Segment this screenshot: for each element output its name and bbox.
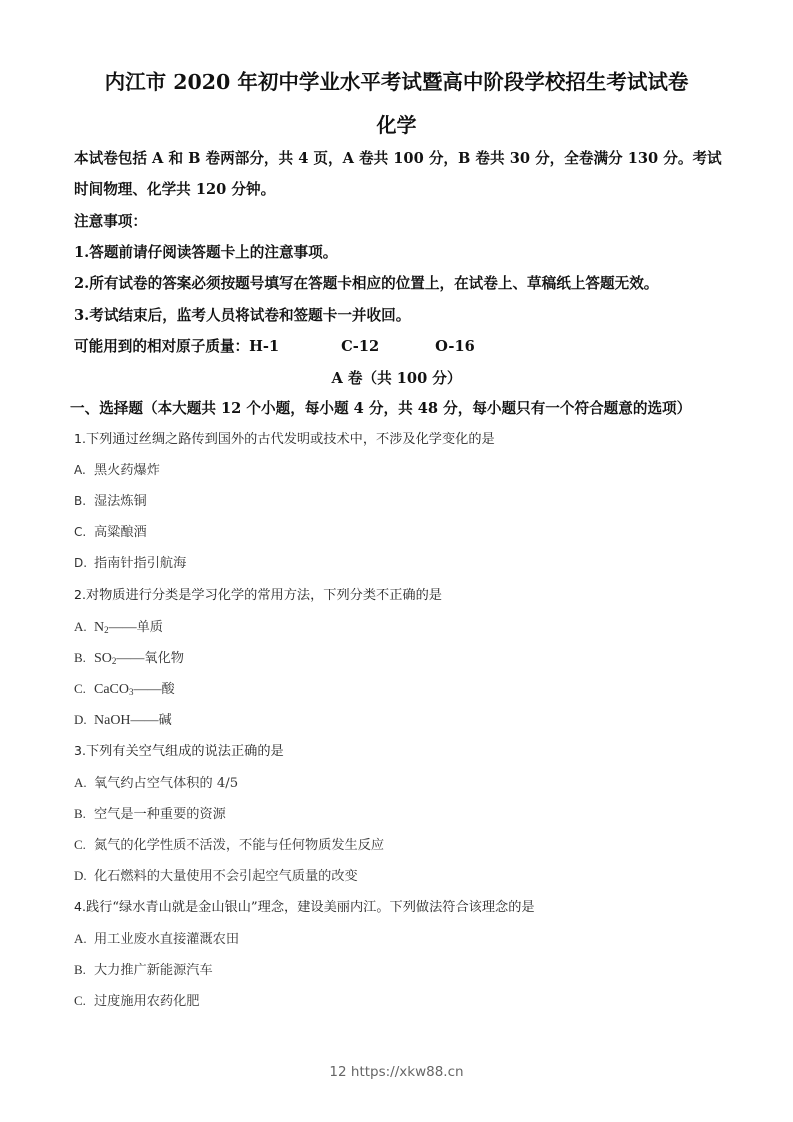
question-number: 3. [74, 743, 86, 758]
option-text: 氮气的化学性质不活泼，不能与任何物质发生反应 [94, 838, 385, 853]
formula-base: NaOH [94, 713, 131, 728]
question-4-option-b [74, 963, 213, 977]
option-text: 氧化物 [144, 651, 184, 666]
formula-subscript: 2 [111, 656, 117, 666]
option-text: 化石燃料的大量使用不会引起空气质量的改变 [94, 869, 358, 884]
question-number: 1. [74, 431, 86, 446]
formula-dash: —— [130, 713, 159, 728]
question-2-option-c [74, 682, 175, 697]
option-letter: B. [74, 962, 86, 977]
option-text: 碱 [158, 713, 172, 728]
question-4-stem [74, 901, 535, 914]
question-4-option-c [74, 994, 200, 1008]
question-text: 践行“绿水青山就是金山银山”理念，建设美丽内江。下列做法符合该理念的是 [85, 900, 535, 915]
intro-line-2: 时间物理、化学共 120 分钟。 [74, 181, 276, 198]
question-3-option-d [74, 869, 358, 883]
option-text: 用工业废水直接灌溉农田 [94, 932, 240, 947]
question-4-option-a [74, 932, 239, 946]
option-text: 空气是一种重要的资源 [94, 807, 226, 822]
question-2-option-b [74, 651, 184, 666]
question-1-stem [74, 433, 495, 446]
chemical-formula [94, 620, 137, 635]
option-text: 酸 [161, 682, 175, 697]
intro-line-1: 本试卷包括 A 和 B 卷两部分，共 4 页，A 卷共 100 分，B 卷共 30 分，全卷满分 130 分。考试 [74, 150, 722, 167]
question-3-option-b [74, 807, 226, 821]
option-letter: C. [74, 837, 86, 852]
question-2-stem [74, 589, 442, 602]
option-text: 湿法炼铜 [94, 494, 147, 509]
option-letter: A. [74, 775, 87, 790]
formula-base: N [94, 620, 105, 635]
question-number: 4. [74, 899, 86, 914]
question-2-option-a [74, 620, 163, 635]
question-3-option-a [74, 776, 238, 790]
question-3-option-c [74, 838, 384, 852]
chemical-formula [94, 651, 144, 666]
question-1-option-b [74, 495, 147, 508]
question-2-option-d [74, 713, 172, 728]
option-letter: B. [74, 494, 87, 508]
option-letter: B. [74, 806, 86, 821]
question-1-option-c [74, 526, 147, 539]
chemical-formula [94, 682, 162, 697]
option-text: 大力推广新能源汽车 [94, 963, 213, 978]
option-text: 过度施用农药化肥 [94, 994, 200, 1009]
question-text: 下列通过丝绸之路传到国外的古代发明或技术中，不涉及化学变化的是 [85, 432, 495, 447]
subject-title: 化学 [376, 113, 417, 137]
option-letter: D. [74, 556, 88, 570]
option-text: 氧气约占空气体积的 4/5 [94, 776, 239, 791]
note-item: 3.考试结束后，监考人员将试卷和签题卡一并收回。 [74, 307, 411, 324]
part1-heading: 一、选择题（本大题共 12 个小题，每小题 4 分，共 48 分，每小题只有一个符合题意的选项） [70, 400, 692, 417]
formula-subscript: 3 [129, 687, 134, 697]
exam-title: 内江市 2020 年初中学业水平考试暨高中阶段学校招生考试试卷 [104, 70, 689, 94]
option-letter: D. [74, 712, 87, 727]
option-letter: C. [74, 525, 87, 539]
page-footer: 12 https://xkw88.cn [329, 1064, 464, 1080]
option-letter: C. [74, 993, 86, 1008]
note-item: 2.所有试卷的答案必须按题号填写在答题卡相应的位置上，在试卷上、草稿纸上答题无效。 [74, 275, 659, 292]
option-text: 高粱酿酒 [94, 525, 147, 540]
option-letter: D. [74, 868, 87, 883]
atomic-mass-line [74, 340, 475, 355]
formula-base: CaCO [94, 682, 129, 697]
question-text: 下列有关空气组成的说法正确的是 [85, 744, 284, 759]
option-letter: C. [74, 681, 86, 696]
option-letter: A. [74, 463, 86, 477]
notes-heading: 注意事项： [74, 213, 147, 230]
option-text: 指南针指引航海 [94, 556, 187, 571]
formula-dash: —— [133, 682, 162, 697]
section-a-title: A 卷（共 100 分） [331, 370, 462, 387]
question-text: 对物质进行分类是学习化学的常用方法，下列分类不正确的是 [85, 588, 442, 603]
chemical-formula [94, 713, 159, 728]
option-letter: B. [74, 650, 86, 665]
note-item: 1.答题前请仔阅读答题卡上的注意事项。 [74, 244, 338, 261]
atomic-mass-label: 可能用到的相对原子质量： [74, 338, 250, 355]
question-1-option-a [74, 464, 160, 477]
formula-dash: —— [108, 620, 137, 635]
atomic-mass-h: H-1 [249, 338, 280, 355]
option-text: 黑火药爆炸 [94, 463, 160, 478]
atomic-mass-c: C-12 [341, 338, 380, 355]
question-3-stem [74, 745, 284, 758]
question-1-option-d [74, 557, 186, 570]
option-text: 单质 [136, 620, 163, 635]
formula-base: SO [94, 651, 112, 666]
formula-subscript: 2 [104, 625, 109, 635]
atomic-mass-o: O-16 [435, 338, 475, 355]
formula-dash: —— [116, 651, 145, 666]
option-letter: A. [74, 931, 87, 946]
option-letter: A. [74, 619, 87, 634]
question-number: 2. [74, 587, 86, 602]
